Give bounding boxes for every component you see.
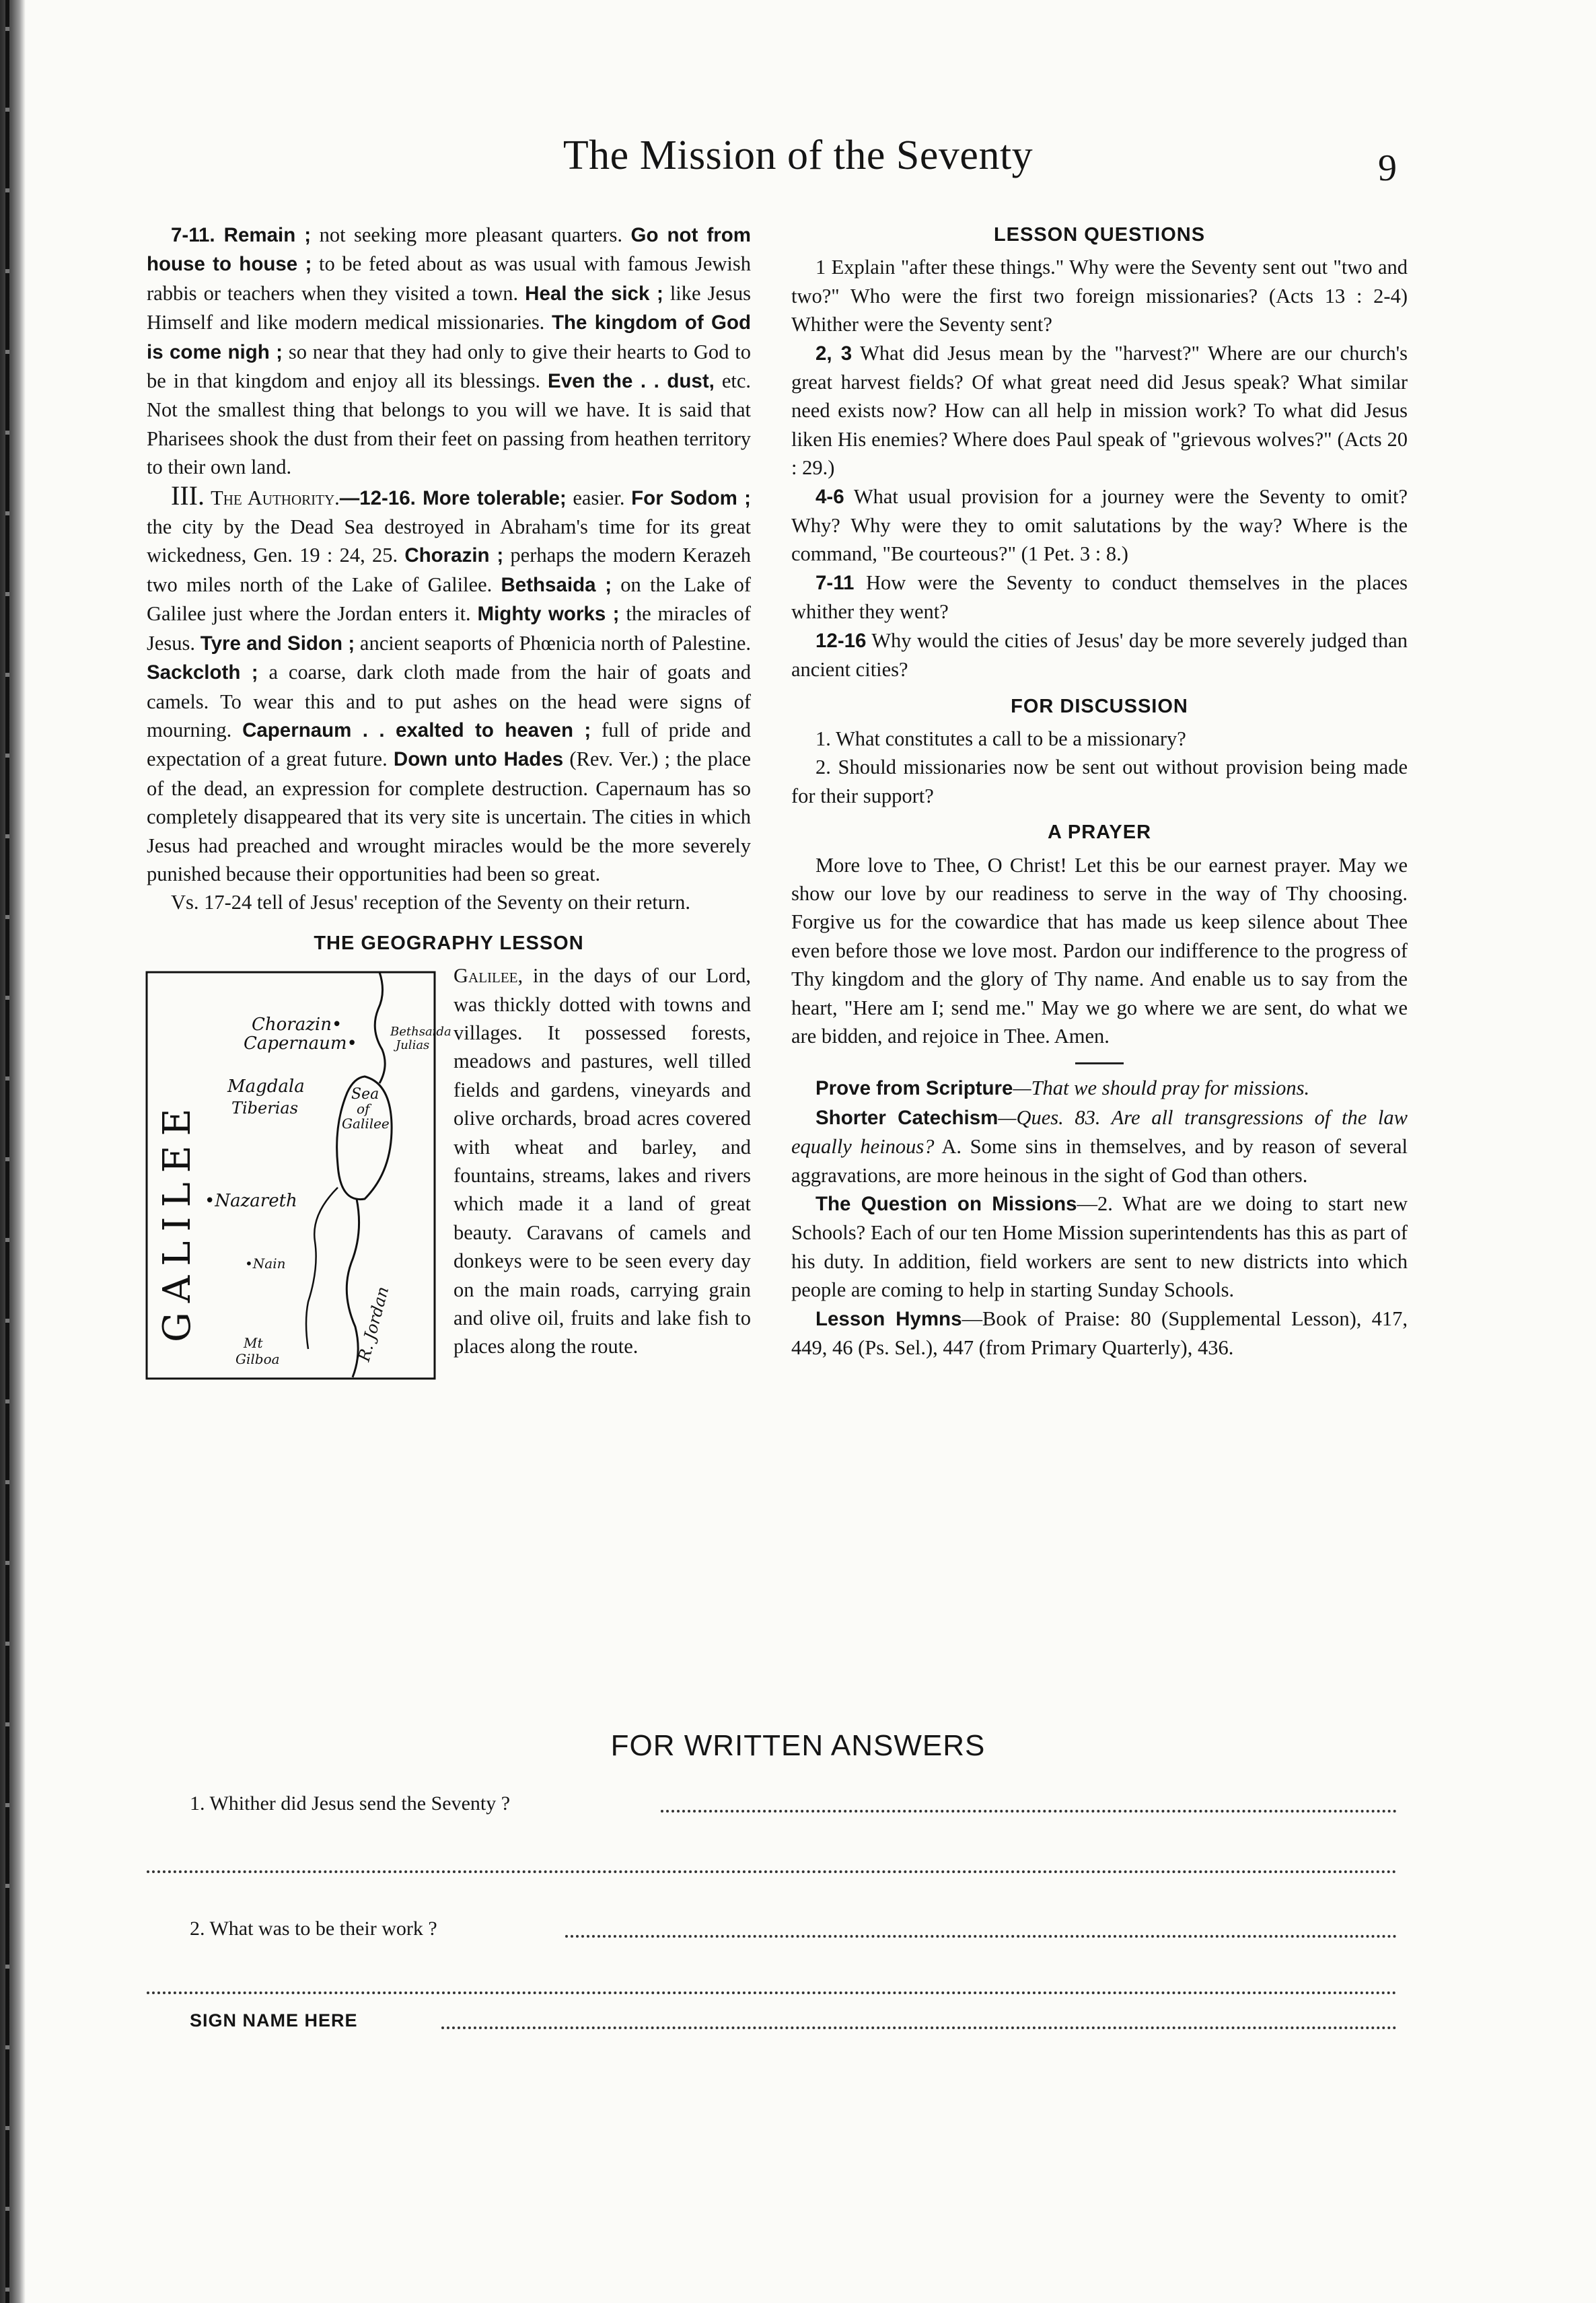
geography-heading: THE GEOGRAPHY LESSON (314, 932, 584, 954)
question-2-3: 2, 3 What did Jesus mean by the "harvest?" Where are our church's great harvest fields? Of what great need did Jesus speak? What similar need exists now? How can all help in mission work? To what did Jesus liken His enemies? Where does Paul speak of "grievous wolves?" (Acts 20 : 29.) (791, 341, 1408, 480)
map-label-region-galilee: GALILEE (155, 1099, 199, 1343)
map-label-mt: Mt (244, 1335, 263, 1352)
right-column (791, 221, 1408, 1362)
written-question-1: 1. Whither did Jesus send the Seventy ? (190, 1792, 511, 1815)
map-boundary-line (306, 1187, 338, 1349)
geography-lesson (147, 961, 751, 1368)
answer-line-2b[interactable] (147, 1991, 1397, 1994)
map-label-river-jordan: R. Jordan (354, 1284, 393, 1364)
lesson-hymns: Lesson Hymns—Book of Praise: 80 (Supplemental Lesson), 417, 449, 46 (Ps. Sel.), 447 (from Primary Quarterly), 436. (791, 1307, 1408, 1360)
map-label-sea: Sea (351, 1086, 379, 1103)
discussion-2: 2. Should missionaries now be sent out without provision being made for their support? (791, 756, 1408, 807)
map-label-julias: Julias (396, 1038, 430, 1053)
map-label-gilboa: Gilboa (235, 1351, 280, 1368)
written-answers-heading: FOR WRITTEN ANSWERS (610, 1729, 986, 1762)
discussion-1: 1. What constitutes a call to be a missionary? (815, 727, 1186, 750)
galilee-map (143, 965, 451, 1384)
commentary-authority: III. The Authority.—12-16. More tolerable; easier. For Sodom ; the city by the Dead Sea destroyed in Abraham's time for its great wickedness, Gen. 19 : 24, 25. Chorazin ; perhaps the modern Kerazeh two miles north of the Lake of Galilee. Bethsaida ; on the Lake of Galilee just where the Jordan enters it. Mighty works ; the miracles of Jesus. Tyre and Sidon ; ancient seaports of Phœnicia north of Palestine. Sackcloth ; a coarse, dark cloth made from the hair of goats and camels. To wear this and to put ashes on the head were signs of mourning. Capernaum . . exalted to heaven ; full of pride and expectation of a great future. Down unto Hades (Rev. Ver.) ; the place of the dead, an expression for complete destruction. Capernaum has so completely disappeared that its very site is uncertain. The cities in which Jesus had preached and wrought miracles would be the more severely punished because their opportunities had been so great. (147, 480, 752, 885)
map-label-nazareth: •Nazareth (205, 1191, 297, 1212)
discussion-heading: FOR DISCUSSION (1011, 695, 1188, 717)
left-column (147, 221, 751, 1384)
question-4-6: 4-6 What usual provision for a journey were the Seventy to omit? Why? Why were they to omit salutations by the way? Where is the command, "Be courteous?" (1 Pet. 3 : 8.) (791, 484, 1408, 566)
shorter-catechism: Shorter Catechism—Ques. 83. Are all transgressions of the law equally heinous? A. Some sins in themselves, and by reason of several aggravations, are more heinous in the sight of God than others. (791, 1105, 1408, 1187)
prove-from-scripture: Prove from Scripture—That we should pray for missions. (815, 1076, 1310, 1100)
question-12-16: 12-16 Why would the cities of Jesus' day be more severely judged than ancient cities? (791, 628, 1408, 682)
prayer-text: More love to Thee, O Christ! Let this be our earnest prayer. May we show our love by our readiness to serve in the way of Thy choosing. Forgive us for the cowardice that has made us keep silence about Thee even before those we love most. Pardon our indifference to the progress of Thy kingdom and the glory of Thy name. And enable us to say from the heart, "Here am I; send me." May we go where we are sent, do what we are bidden, and rejoice in Thee. Amen. (791, 853, 1408, 1048)
question-1: 1 Explain "after these things." Why were the Seventy sent out "two and two?" Who were the first two foreign missionaries? (Acts 13 : 2-4) Whither were the Seventy sent? (791, 256, 1408, 336)
jordan-upper-river (375, 972, 385, 1083)
prayer-heading: A PRAYER (1047, 821, 1152, 844)
page-title: The Mission of the Seventy (563, 133, 1033, 178)
section-divider (1075, 1062, 1124, 1064)
map-label-nain: •Nain (245, 1255, 286, 1272)
map-label-bethsaida: Bethsaida (390, 1025, 451, 1039)
written-question-2: 2. What was to be their work ? (190, 1917, 437, 1940)
commentary-verses-7-11: 7-11. Remain ; not seeking more pleasant quarters. Go not from house to house ; to be feted about as was usual with famous Jewish rabbis or teachers when they visited a town. Heal the sick ; like Jesus Himself and like modern medical missionaries. The kingdom of God is come nigh ; so near that they had only to give their hearts to God to be in that kingdom and enjoy all its blessings. Even the . . dust, etc. Not the smallest thing that belongs to you will we have. It is said that Pharisees shook the dust from their feet on passing from heathen territory to their own land. (147, 223, 752, 479)
map-label-chorazin: Chorazin• (252, 1015, 342, 1035)
lesson-questions-heading: LESSON QUESTIONS (993, 224, 1206, 246)
answer-line-2a[interactable] (565, 1935, 1397, 1938)
answer-line-1b[interactable] (147, 1870, 1397, 1873)
signature-line[interactable] (441, 2026, 1397, 2029)
book-spine-edge (0, 0, 26, 2303)
answer-line-1a[interactable] (661, 1810, 1397, 1813)
map-label-capernaum: Capernaum• (244, 1033, 357, 1054)
map-label-magdala: Magdala (227, 1076, 305, 1097)
geography-text: Galilee, in the days of our Lord, was thickly dotted with towns and villages. It possessed forests, meadows and pastures, well tilled fields and gardens, vineyards and olive orchards, broad acres covered with wheat and barley, and fountains, streams, lakes and rivers which made it a land of great beauty. Caravans of camels and donkeys were to be seen every day on the main roads, carrying grain and olive oil, fruits and lake fish to places along the route. (454, 964, 751, 1358)
question-7-11: 7-11 How were the Seventy to conduct themselves in the places whither they went? (791, 571, 1408, 624)
map-label-galilee-sea: Galilee (342, 1116, 390, 1132)
commentary-return: Vs. 17-24 tell of Jesus' reception of the Seventy on their return. (171, 891, 691, 914)
question-on-missions: The Question on Missions—2. What are we doing to start new Schools? Each of our ten Home Mission superintendents has this as part of his duty. In addition, field workers are sent to new districts into which people are coming to help in starting Sunday Schools. (791, 1192, 1408, 1302)
sign-name-label: SIGN NAME HERE (190, 2010, 358, 2031)
map-label-of: of (357, 1101, 370, 1118)
map-label-tiberias: Tiberias (231, 1099, 299, 1118)
page-number: 9 (1378, 147, 1397, 189)
